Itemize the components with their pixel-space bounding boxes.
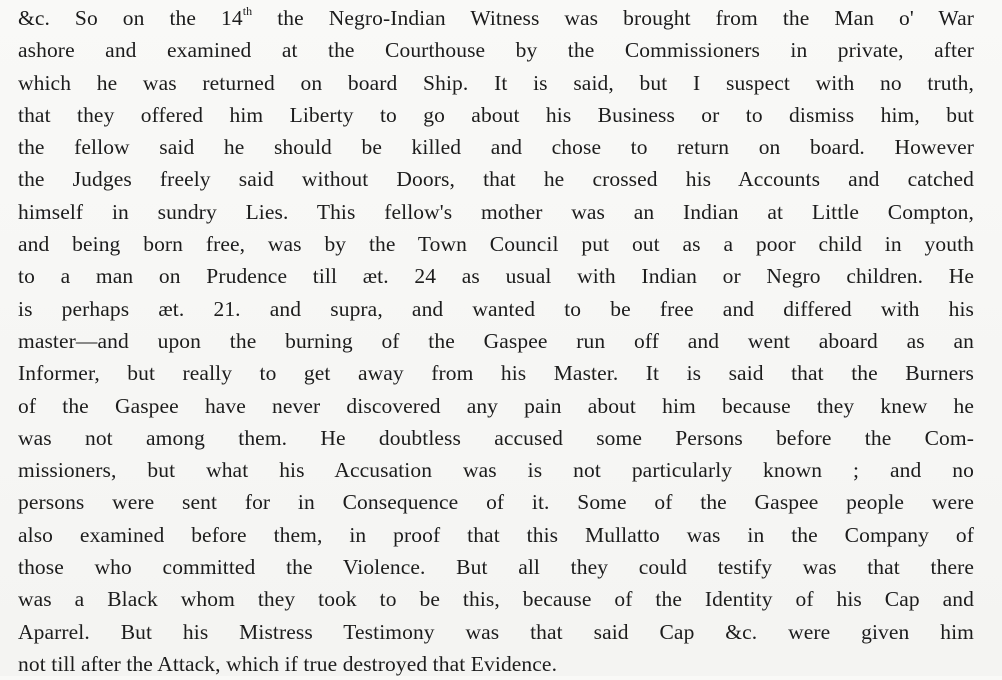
text-line-3: which he was returned on board Ship. It is said, but I suspect with no truth, (18, 70, 974, 95)
text-line-10: is perhaps æt. 21. and supra, and wanted to be free and differed with his (18, 296, 974, 321)
text-line-14: was not among them. He doubtless accused some Persons before the Com- (18, 425, 974, 450)
text-line-11: master—and upon the burning of the Gaspee run off and went aboard as an (18, 328, 974, 353)
text-line-15: missioners, but what his Accusation was is not particularly known ; and no (18, 458, 974, 483)
text-line-4: that they offered him Liberty to go about his Business or to dismiss him, but (18, 102, 974, 127)
text-line-8: and being born free, was by the Town Council put out as a poor child in youth (18, 232, 974, 257)
text-line-6: the Judges freely said without Doors, that he crossed his Accounts and catched (18, 167, 974, 192)
text-line-18: those who committed the Violence. But all they could testify was that there (18, 555, 974, 580)
text-line-21: not till after the Attack, which if true destroyed that Evidence. (18, 651, 558, 676)
text-line-2: ashore and examined at the Courthouse by the Commissioners in private, after (18, 38, 974, 63)
text-line-5: the fellow said he should be killed and chose to return on board. However (18, 135, 974, 160)
text-line-19: was a Black whom they took to be this, because of the Identity of his Cap and (18, 587, 974, 612)
line-1-end: the Negro-Indian Witness was brought from the Man o' War (252, 6, 974, 30)
text-line-9: to a man on Prudence till æt. 24 as usual with Indian or Negro children. He (18, 264, 974, 289)
text-line-13: of the Gaspee have never discovered any pain about him because they knew he (18, 393, 974, 418)
text-line-17: also examined before them, in proof that this Mullatto was in the Company of (18, 522, 974, 547)
ordinal-superscript: th (242, 4, 253, 18)
line-1-start: &c. So on the 14 (18, 6, 243, 30)
text-line-16: persons were sent for in Consequence of it. Some of the Gaspee people were (18, 490, 974, 515)
text-line-7: himself in sundry Lies. This fellow's mother was an Indian at Little Compton, (18, 199, 974, 224)
text-line-20: Aparrel. But his Mistress Testimony was that said Cap &c. were given him (18, 619, 974, 644)
body-text (18, 2, 974, 680)
text-line-1 (18, 2, 974, 34)
text-line-12: Informer, but really to get away from his Master. It is said that the Burners (18, 361, 974, 386)
